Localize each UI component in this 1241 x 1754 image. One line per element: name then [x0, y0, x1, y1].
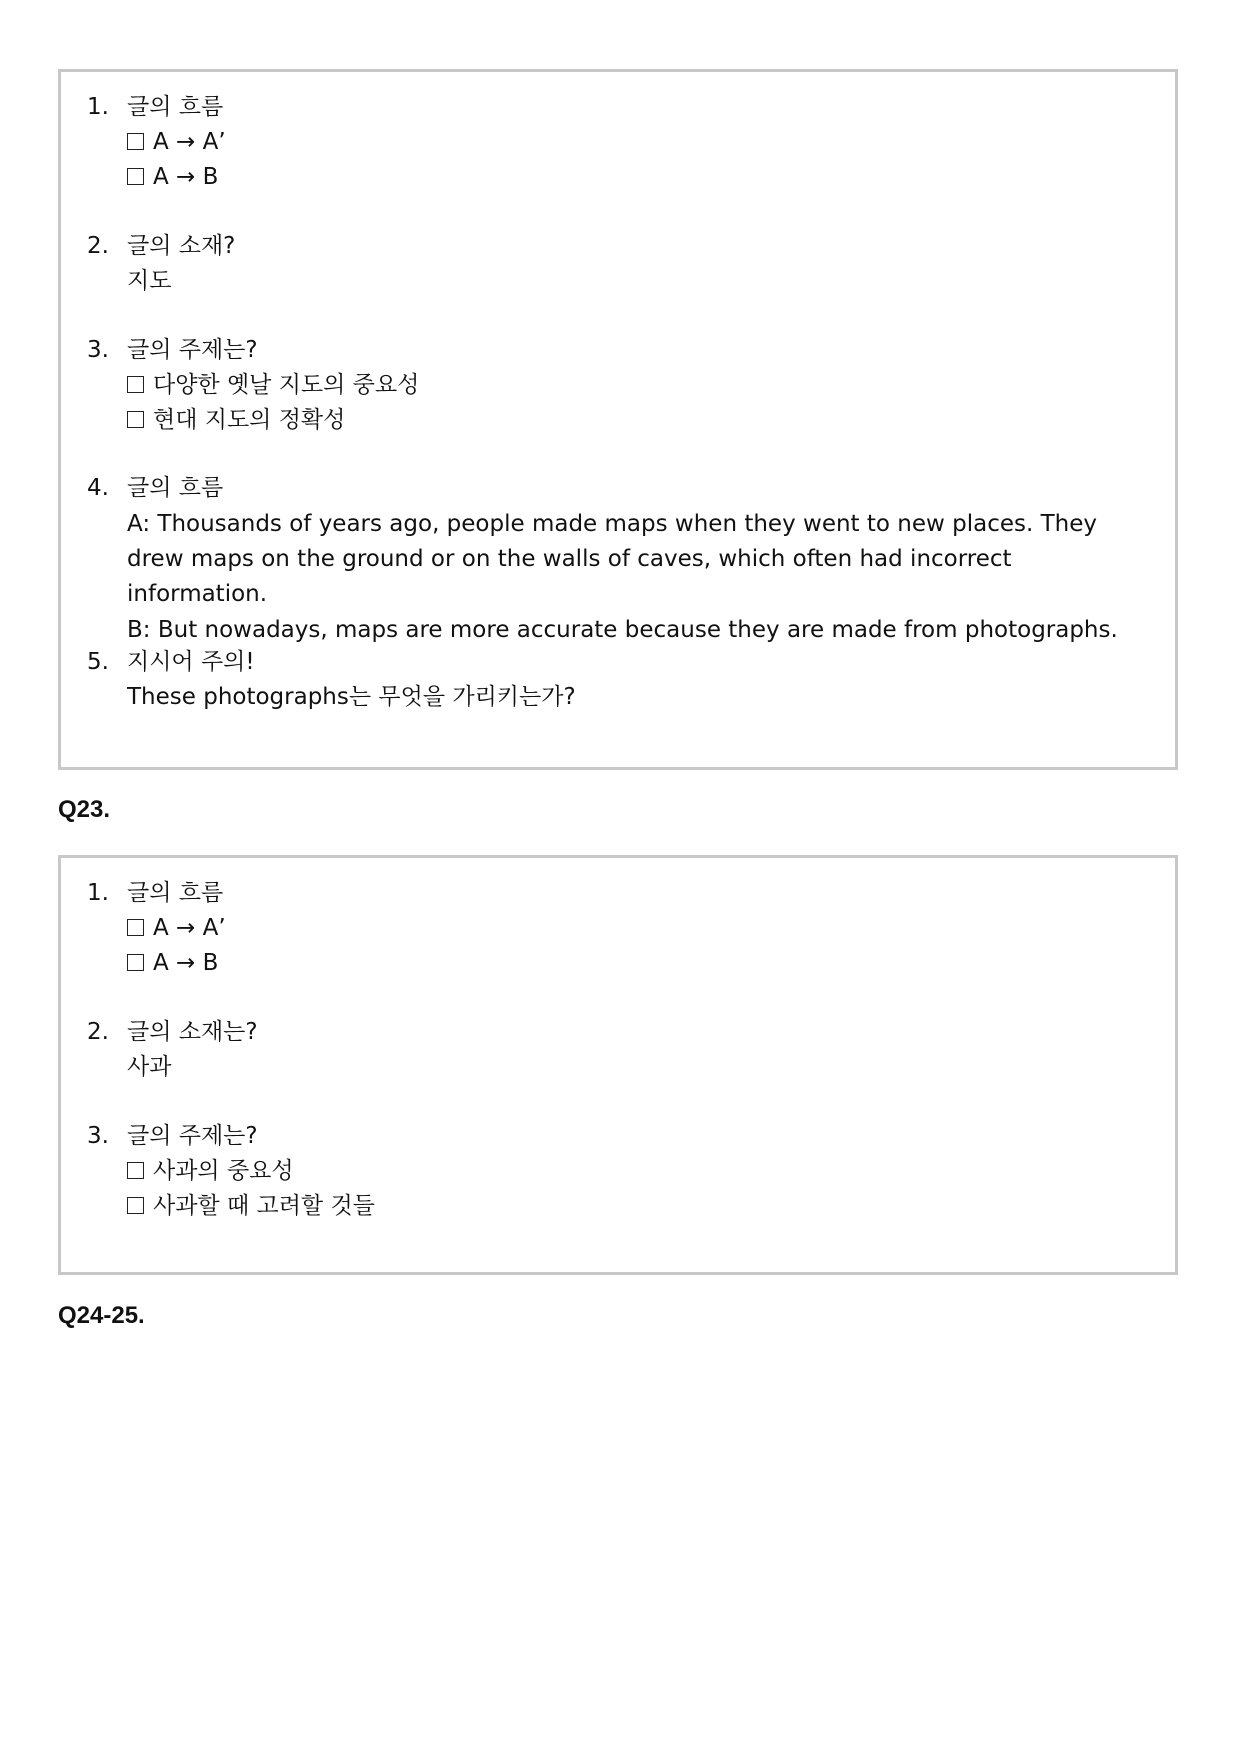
item-number: 5.: [87, 649, 109, 675]
question-heading-q23: Q23.: [58, 796, 111, 823]
option-row[interactable]: [127, 1154, 1151, 1189]
paragraph-b: B: But nowadays, maps are more accurate because they are made from photographs.: [127, 617, 1118, 643]
item-title: 글의 흐름: [127, 94, 224, 120]
item-number: 3.: [87, 337, 109, 363]
item-number: 2.: [87, 1019, 109, 1045]
checkbox[interactable]: [127, 133, 144, 150]
option-label: 다양한 옛날 지도의 중요성: [153, 372, 420, 398]
item-answer: 사과: [127, 1054, 172, 1080]
option-label: 현대 지도의 정확성: [153, 407, 346, 433]
checkbox[interactable]: [127, 168, 144, 185]
item-answer: These photographs는 무엇을 가리키는가?: [127, 684, 576, 710]
option-label: A → A’: [153, 129, 226, 155]
item-title: 글의 주제는?: [127, 1123, 258, 1149]
checkbox[interactable]: [127, 1197, 144, 1214]
checkbox[interactable]: [127, 954, 144, 971]
item-number: 4.: [87, 475, 109, 501]
item-number: 3.: [87, 1123, 109, 1149]
option-row[interactable]: [127, 403, 1151, 438]
checklist-box-2: [58, 855, 1178, 1275]
item-answer: 지도: [127, 268, 172, 294]
checkbox[interactable]: [127, 1162, 144, 1179]
option-row[interactable]: [127, 125, 1151, 160]
question-heading-q24-25: Q24-25.: [58, 1302, 145, 1329]
checkbox[interactable]: [127, 411, 144, 428]
option-label: A → A’: [153, 915, 226, 941]
item-title: 지시어 주의!: [127, 649, 255, 675]
checkbox[interactable]: [127, 376, 144, 393]
checklist-box-1: [58, 69, 1178, 770]
item-title: 글의 주제는?: [127, 337, 258, 363]
option-label: A → B: [153, 950, 219, 976]
option-row[interactable]: [127, 1189, 1151, 1224]
item-title: 글의 흐름: [127, 880, 224, 906]
item-number: 2.: [87, 233, 109, 259]
item-title: 글의 흐름: [127, 475, 224, 501]
option-label: 사과의 중요성: [153, 1158, 294, 1184]
option-row[interactable]: [127, 160, 1151, 195]
item-number: 1.: [87, 94, 109, 120]
option-label: A → B: [153, 164, 219, 190]
paragraph-a: A: Thousands of years ago, people made maps when they went to new places. They drew maps on the ground or on the walls of caves, which often had incorrect information.: [127, 511, 1097, 607]
checkbox[interactable]: [127, 919, 144, 936]
option-row[interactable]: [127, 911, 1151, 946]
option-row[interactable]: [127, 946, 1151, 981]
item-title: 글의 소재?: [127, 233, 236, 259]
item-title: 글의 소재는?: [127, 1019, 258, 1045]
item-number: 1.: [87, 880, 109, 906]
option-label: 사과할 때 고려할 것들: [153, 1193, 375, 1219]
option-row[interactable]: [127, 368, 1151, 403]
